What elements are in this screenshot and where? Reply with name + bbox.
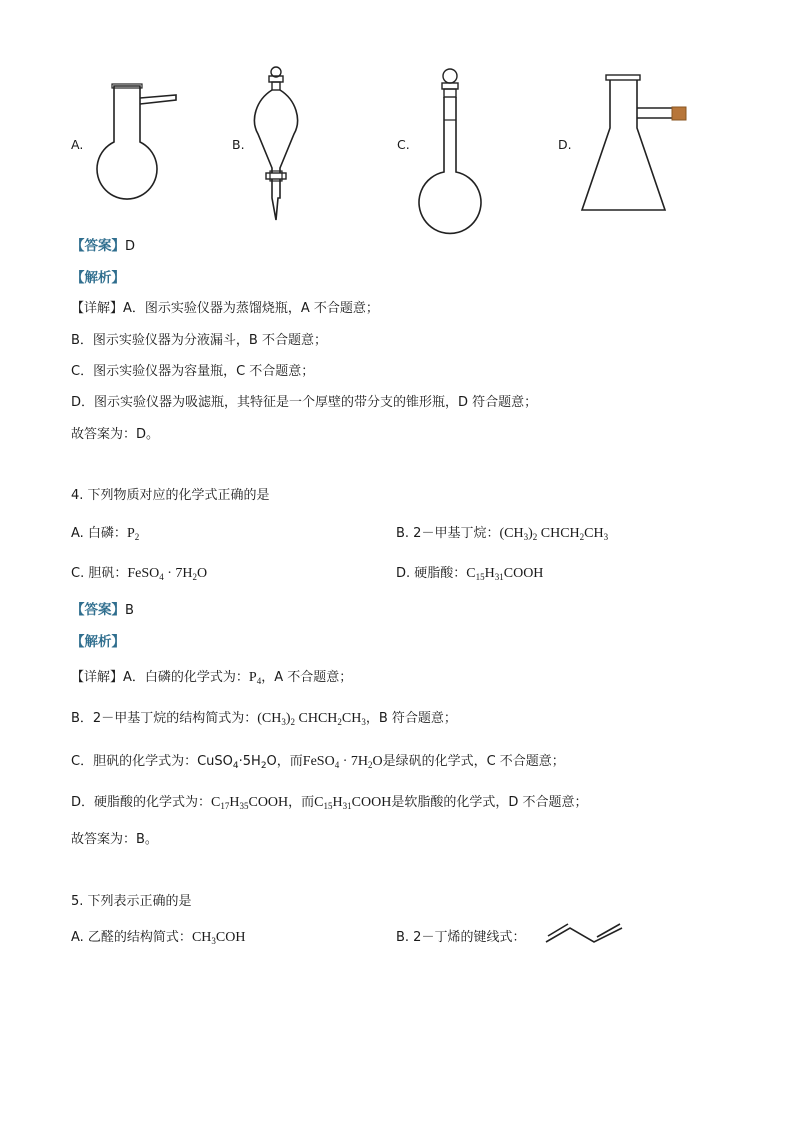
q4-stem: 4. 下列物质对应的化学式正确的是 — [71, 488, 270, 503]
option-text: C. 胆矾： — [71, 566, 128, 581]
option-text: A. 白磷： — [71, 526, 127, 541]
analysis-tag: 【解析】 — [71, 270, 125, 286]
detail-text: C．胆矾的化学式为：CuSO — [71, 754, 233, 769]
formula: $C_{15}H_{31}COOH$ — [466, 566, 544, 582]
q3-detail-b: B．图示实验仪器为分液漏斗，B 不合题意； — [71, 333, 327, 348]
formula: $CH_3COH$ — [191, 930, 246, 946]
detail-text: 是软脂酸的化学式，D 不合题意； — [391, 795, 588, 810]
detail-text: 是绿矾的化学式，C 不合题意； — [382, 754, 565, 769]
formula: $P_4$ — [248, 670, 262, 686]
q3-conclusion: 故答案为：D。 — [71, 427, 160, 442]
answer-tag: 【答案】 — [71, 238, 125, 254]
option-d-label: D. — [558, 137, 572, 152]
q3-detail-d: D．图示实验仪器为吸滤瓶，其特征是一个厚壁的带分支的锥形瓶，D 符合题意； — [71, 395, 538, 410]
answer-tag: 【答案】 — [71, 602, 125, 618]
answer-value: B — [125, 603, 134, 618]
answer-value: D — [125, 239, 136, 254]
detail-line: A．图示实验仪器为蒸馏烧瓶，A 不合题意； — [123, 301, 379, 316]
formula: $(CH_3)_2$ $CHCH_2CH_3$ — [257, 711, 366, 727]
q3-detail-c: C．图示实验仪器为容量瓶，C 不合题意； — [71, 364, 315, 379]
formula: $C_{17}H_{35}COOH$ — [211, 795, 289, 811]
option-text: B. 2－甲基丁烷： — [396, 526, 500, 541]
formula: $P_2$ — [126, 526, 140, 542]
q4-conclusion: 故答案为：B。 — [71, 832, 158, 847]
formula: FeSO$_4$ · $7H_2O$ — [127, 566, 208, 582]
detail-text: ，A 不合题意； — [261, 670, 353, 685]
detail-tag: 【详解】 — [71, 670, 124, 685]
formula: FeSO$_4$ · $7H_2O$ — [302, 754, 383, 770]
detail-text: ，而 — [288, 795, 315, 810]
option-b-label: B. — [232, 137, 245, 152]
detail-text: D．硬脂酸的化学式为： — [71, 795, 212, 810]
option-a-label: A. — [71, 137, 84, 152]
detail-text: O，而 — [266, 754, 303, 769]
formula: $C_{15}H_{31}COOH$ — [314, 795, 392, 811]
q4-detail-c: C．胆矾的化学式为：$CuSO_4\cdot 5H_2O$，而FeSO$_4$ · $7H_2O$是绿矾的化学式，C 不合题意； — [71, 754, 565, 771]
detail-text: B．2－甲基丁烷的结构简式为： — [71, 711, 258, 726]
option-text: B. 2－丁烯的键线式： — [396, 930, 526, 945]
q5-stem: 5. 下列表示正确的是 — [71, 894, 192, 909]
option-c-label: C. — [397, 137, 410, 152]
option-text: A. 乙醛的结构简式： — [71, 930, 192, 945]
detail-text: A．白磷的化学式为： — [123, 670, 249, 685]
analysis-tag: 【解析】 — [71, 634, 125, 650]
detail-tag: 【详解】 — [71, 301, 124, 316]
detail-text: ·5H — [238, 754, 261, 769]
detail-text: ，B 符合题意； — [365, 711, 457, 726]
formula: $(CH_3)_2$ $CHCH_2CH_3$ — [499, 526, 609, 542]
option-text: D. 硬脂酸： — [396, 566, 467, 581]
